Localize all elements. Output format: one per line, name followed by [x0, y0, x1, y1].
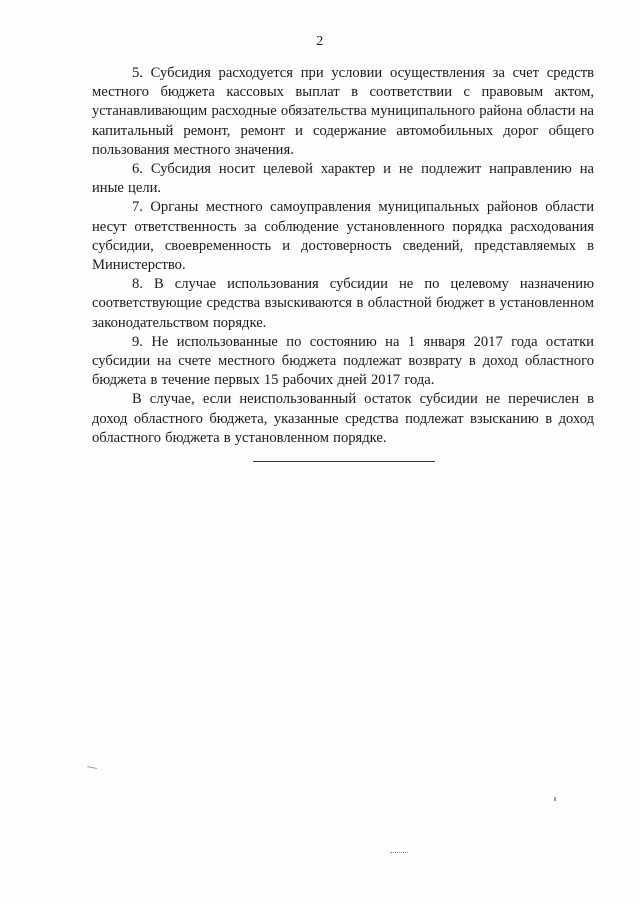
page-number: 2 [316, 34, 324, 49]
paragraph-7: 7. Органы местного самоуправления муниципальных районов области несут ответственность за соблюдение установленного порядка расходования субсидии, своевременность и достоверность сведений, представляемых в Министерство. [92, 199, 594, 274]
scan-artifact-mark [554, 797, 556, 801]
scan-artifact-mark [87, 766, 97, 769]
document-body [92, 64, 594, 448]
paragraph-8: 8. В случае использования субсидии не по целевому назначению соответствующие средства взыскиваются в областной бюджет в установленном законодательством порядке. [92, 276, 594, 331]
paragraph-6: 6. Субсидия носит целевой характер и не подлежит направлению на иные цели. [92, 161, 594, 197]
end-divider-line [253, 461, 435, 462]
paragraph-9: 9. Не использованные по состоянию на 1 января 2017 года остатки субсидии на счете местного бюджета подлежат возврату в доход областного бюджета в течение первых 15 рабочих дней 2017 года. [92, 333, 594, 389]
paragraph-5: 5. Субсидия расходуется при условии осуществления за счет средств местного бюджета кассовых выплат в соответствии с правовым актом, устанавливающим расходные обязательства муниципального района области на капитальный ремонт, ремонт и содержание автомобильных дорог общего пользования местного значения. [92, 65, 594, 158]
paragraph-9-continuation: В случае, если неиспользованный остаток субсидии не перечислен в доход областного бюджета, указанные средства подлежат взысканию в доход областного бюджета в установленном порядке. [92, 391, 594, 446]
scan-artifact-mark [390, 852, 408, 854]
